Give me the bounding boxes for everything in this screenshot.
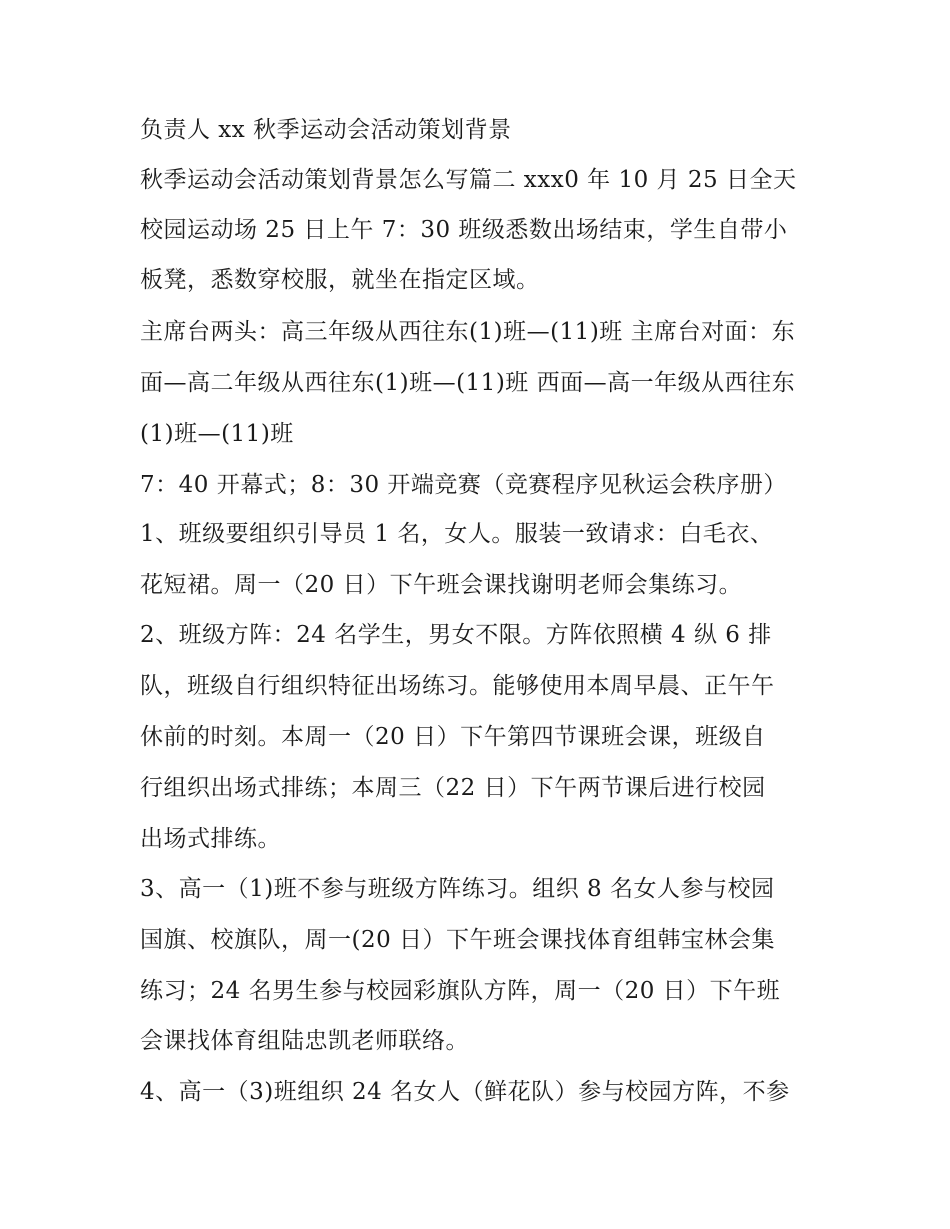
text-line: 3、高一（1)班不参与班级方阵练习。组织 8 名女人参与校园 [140,876,775,902]
text-line: 校园运动场 25 日上午 7：30 班级悉数出场结束，学生自带小 [140,217,788,243]
text-line: 练习；24 名男生参与校园彩旗队方阵，周一（20 日）下午班 [140,978,781,1004]
text-line: 行组织出场式排练；本周三（22 日）下午两节课后进行校园 [140,775,766,801]
text-line: 板凳，悉数穿校服，就坐在指定区域。 [140,267,540,293]
text-line-heading: 负责人 xx 秋季运动会活动策划背景 [140,117,512,143]
text-line: 休前的时刻。本周一（20 日）下午第四节课班会课，班级自 [140,724,766,750]
text-line: 2、班级方阵：24 名学生，男女不限。方阵依照横 4 纵 6 排 [140,622,772,648]
text-line: 主席台两头：高三年级从西往东(1)班—(11)班 主席台对面：东 [140,319,796,345]
text-line: 秋季运动会活动策划背景怎么写篇二 xxx0 年 10 月 25 日全天 [140,167,797,193]
text-line: 花短裙。周一（20 日）下午班会课找谢明老师会集练习。 [140,572,743,598]
text-line: 7：40 开幕式；8：30 开端竞赛（竞赛程序见秋运会秩序册） [140,472,787,498]
text-line: 出场式排练。 [140,826,281,852]
text-line: 会课找体育组陆忠凯老师联络。 [140,1028,469,1054]
text-line: 1、班级要组织引导员 1 名，女人。服装一致请求：白毛衣、 [140,521,774,547]
text-line: 国旗、校旗队，周一(20 日）下午班会课找体育组韩宝林会集 [140,927,776,953]
text-line: (1)班—(11)班 [140,421,294,447]
text-line: 面—高二年级从西往东(1)班—(11)班 西面—高一年级从西往东 [140,370,796,396]
text-line: 队，班级自行组织特征出场练习。能够使用本周早晨、正午午 [140,673,775,699]
text-line: 4、高一（3)班组织 24 名女人（鲜花队）参与校园方阵，不参 [140,1079,790,1105]
